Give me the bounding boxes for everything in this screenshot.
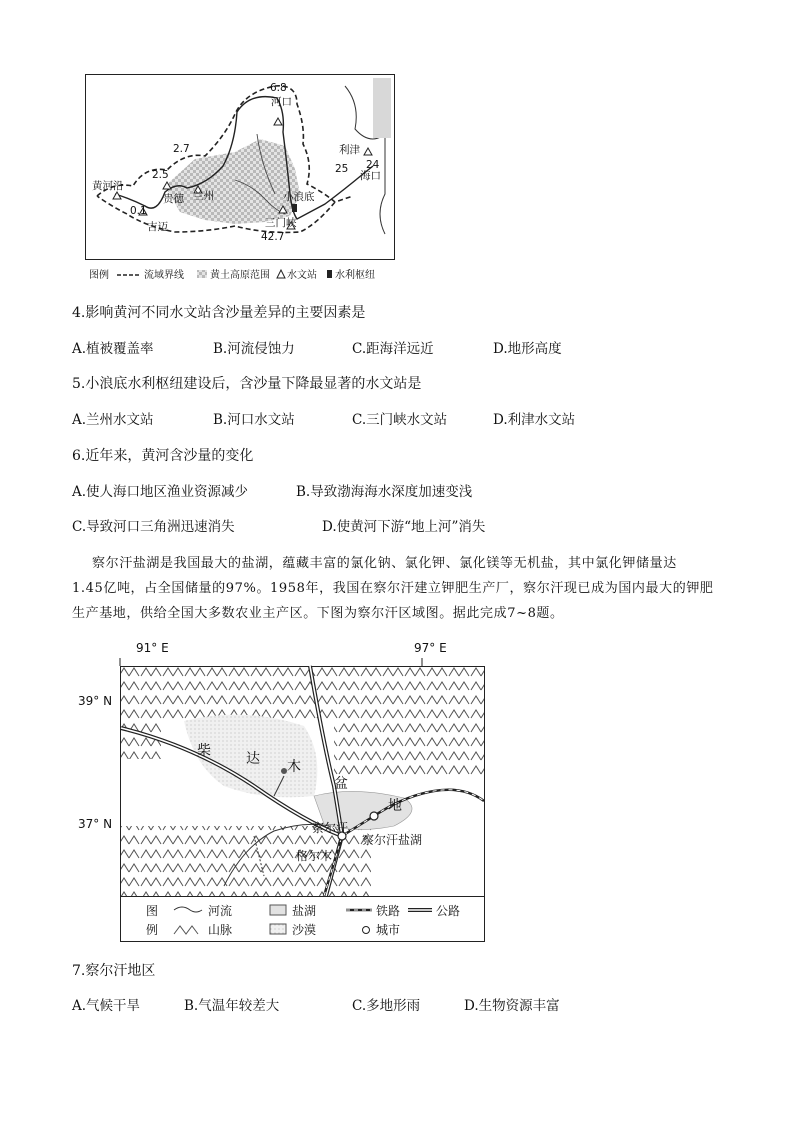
passage-line-1: 察尔汗盐湖是我国最大的盐湖，蕴藏丰富的氯化钠、氯化钾、氯化镁等无机盐，其中氯化钾储量达 — [92, 556, 677, 571]
q5-option-d: D.利津水文站 — [493, 412, 576, 428]
label-geermu: 格尔木 — [296, 849, 333, 863]
map1-legend — [89, 268, 375, 281]
q4-option-a: A.植被覆盖率 — [72, 341, 154, 357]
basin-char-5: 地 — [388, 798, 402, 814]
legend2-city-symbol — [363, 927, 370, 934]
qarhan-map — [74, 636, 490, 944]
q5-option-c: C.三门峡水文站 — [352, 412, 448, 428]
label-chaerhan: 察尔汗 — [312, 821, 349, 835]
basin-char-1: 柴 — [197, 743, 211, 759]
q7-option-c: C.多地形雨 — [352, 998, 421, 1014]
label-jimai: 吉迈 — [147, 221, 168, 233]
value-guide: 2.5 — [152, 169, 169, 181]
q6-option-d: D.使黄河下游“地上河”消失 — [322, 519, 486, 535]
value-lijin: 25 — [335, 163, 349, 175]
label-hekou: 河口 — [271, 96, 292, 108]
legend-loess: 黄土高原范围 — [210, 270, 270, 281]
legend-station: 水文站 — [287, 270, 317, 281]
value-jimai: 0.1 — [130, 205, 147, 217]
q6-option-c: C.导致河口三角洲迅速消失 — [72, 519, 235, 535]
hub-xiaolangdi — [292, 204, 297, 212]
legend-loess-symbol — [197, 270, 207, 278]
legend2-desert-symbol — [270, 924, 286, 934]
q5-option-b: B.河口水文站 — [213, 412, 295, 428]
legend2-highway: 公路 — [436, 904, 461, 918]
q6-option-b: B.导致渤海海水深度加速变浅 — [296, 484, 473, 500]
mountains-north — [121, 667, 484, 719]
label-salt-lake: 察尔汗盐湖 — [362, 833, 423, 847]
lat-39: 39° N — [78, 694, 113, 708]
q6-stem: 6.近年来，黄河含沙量的变化 — [72, 448, 254, 464]
lon-91: 91° E — [136, 641, 169, 655]
sea-area — [373, 78, 391, 138]
q7-option-d: D.生物资源丰富 — [464, 998, 560, 1014]
legend2-city: 城市 — [376, 923, 401, 937]
passage-line-2: 1.45亿吨，占全国储量的97%。1958年，我国在察尔汗建立钾肥生产厂，察尔汗现已成为国内最大的钾肥 — [72, 581, 714, 596]
legend2-river: 河流 — [208, 904, 233, 918]
lon-97: 97° E — [414, 641, 447, 655]
q4-option-d: D.地形高度 — [493, 341, 562, 357]
legend2-desert: 沙漠 — [292, 923, 317, 937]
legend-hub: 水利枢纽 — [335, 270, 375, 281]
basin-char-2: 达 — [246, 751, 260, 767]
q7-option-b: B.气温年较差大 — [184, 998, 280, 1014]
legend2-mountain: 山脉 — [208, 923, 233, 937]
legend2-saltlake: 盐湖 — [292, 904, 317, 918]
label-huangheyan: 黄河沿 — [92, 180, 124, 192]
basin-char-4: 盆 — [334, 776, 348, 792]
legend-station-symbol — [277, 270, 285, 278]
value-sanmenxia: 42.7 — [261, 231, 285, 243]
q5-option-a: A.兰州水文站 — [72, 412, 154, 428]
label-lanzhou: 兰州 — [193, 190, 214, 202]
legend2-railway: 铁路 — [376, 904, 401, 918]
mountains-east — [334, 719, 484, 779]
legend2-title-1: 图 — [146, 904, 159, 918]
legend-title: 图例 — [89, 270, 109, 281]
label-lijin: 利津 — [339, 144, 360, 156]
label-sanmenxia: 三门峡 — [265, 217, 297, 229]
city-chaerhan — [370, 812, 378, 820]
legend-hub-symbol — [327, 270, 332, 278]
q4-option-b: B.河流侵蚀力 — [213, 341, 295, 357]
label-guide: 贵德 — [163, 193, 184, 205]
q4-stem: 4.影响黄河不同水文站含沙量差异的主要因素是 — [72, 305, 366, 321]
value-lanzhou: 2.7 — [173, 143, 190, 155]
value-hekou: 6.8 — [270, 82, 287, 94]
label-xiaolangdi: 小浪底 — [283, 191, 315, 203]
lat-37: 37° N — [78, 817, 113, 831]
q7-option-a: A.气候干旱 — [72, 998, 141, 1014]
q4-option-c: C.距海洋远近 — [352, 341, 434, 357]
label-estuary: 海口 — [360, 170, 381, 182]
legend2-saltlake-symbol — [270, 905, 286, 915]
q5-stem: 5.小浪底水利枢纽建设后，含沙量下降最显著的水文站是 — [72, 376, 422, 392]
value-lijin2: 24 — [366, 159, 380, 171]
passage-line-3: 生产基地，供给全国大多数农业主产区。下图为察尔汗区域图。据此完成7~8题。 — [72, 606, 564, 621]
basin-char-3: 木 — [287, 759, 301, 775]
legend-boundary: 流域界线 — [144, 270, 184, 281]
legend2-title-2: 例 — [146, 923, 159, 937]
yellow-river-map — [85, 74, 395, 286]
q6-option-a: A.使人海口地区渔业资源减少 — [72, 484, 249, 500]
q7-stem: 7.察尔汗地区 — [72, 963, 156, 979]
